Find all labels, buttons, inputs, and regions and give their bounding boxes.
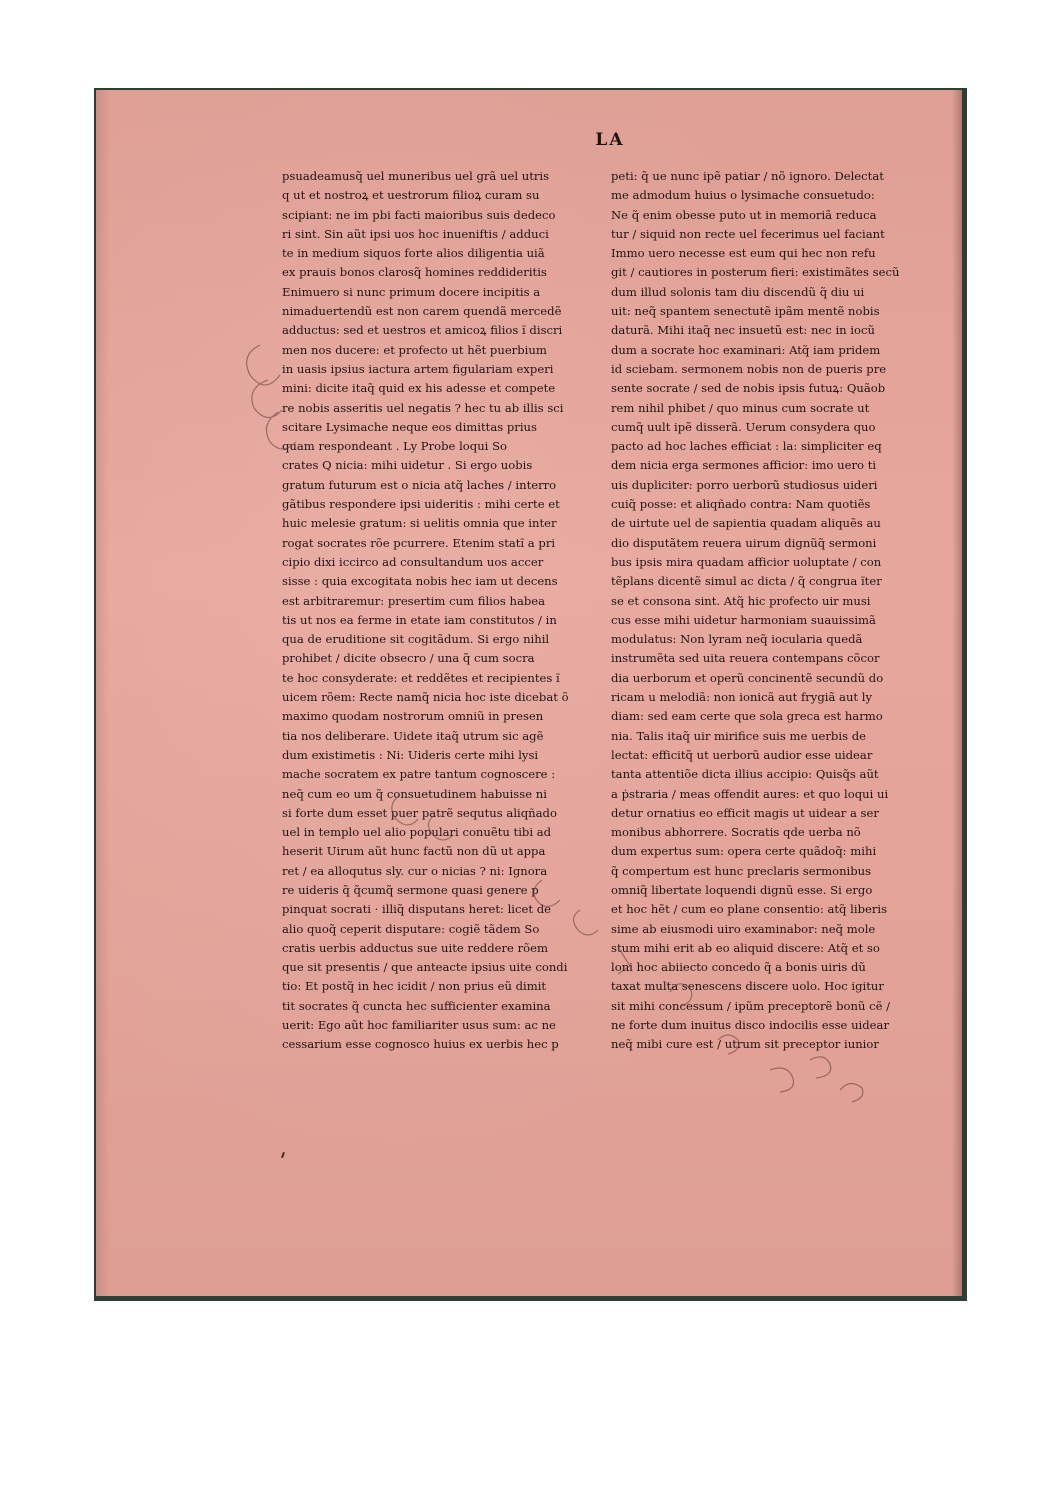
text-line: neq̃ cum eo um q̃ consuetudinem habuisse ni [282,786,547,801]
text-line: si forte dum esset puer patrẽ sequtus aliqñado [282,805,557,820]
signature-mark: LA [595,130,625,150]
text-line: diam: sed eam certe que sola greca est harmo [611,709,883,724]
text-line: bus ipsis mira quadam afficior uoluptate / con [611,554,882,569]
text-line: dia uerborum et operũ concinentẽ secundũ do [611,670,884,685]
text-line: sime ab eiusmodi uiro examinabor: neq̃ mole [611,921,876,936]
text-line: tit socrates q̃ cuncta hec sufficienter examina [282,998,551,1013]
text-line: tanta attentiõe dicta illius accipio: Quisq̃s aũt [611,767,879,782]
text-line: daturã. Mihi itaq̃ nec insuetũ est: nec in iocũ [611,323,875,338]
scan-frame [94,88,967,1301]
text-line: tur / siquid non recte uel fecerimus uel faciant [611,226,885,241]
text-line: cumq̃ uult ipẽ disserã. Uerum consydera quo [611,419,876,434]
text-line: Ne q̃ enim obesse puto ut in memoriã reduca [611,207,877,222]
text-line: dum illud solonis tam diu discendũ q̃ diu ui [611,284,865,299]
text-line: re nobis asseritis uel negatis ? hec tu ab illis sci [282,400,564,415]
text-line: crates Q nicia: mihi uidetur . Si ergo uobis [282,458,533,473]
text-line: alio quoq̃ ceperit disputare: cogiẽ tãdem So [282,921,540,936]
text-line: cuiq̃ posse: et aliqñado contra: Nam quotiẽs [611,497,871,512]
page-leaf [96,90,962,1296]
text-line: taxat multa senescens discere uolo. Hoc igitur [611,979,884,994]
text-line: instrumẽta sed uita reuera contempans cõcor [611,651,880,666]
text-line: me admodum huius o lysimache consuetudo: [611,188,875,203]
text-line: cipio dixi iccirco ad consultandum uos accer [282,554,544,569]
text-line: sisse : quia excogitata nobis hec iam ut decens [282,574,558,589]
text-line: que sit presentis / que anteacte ipsius uite condi [282,960,568,975]
text-line: id sciebam. sermonem nobis non de pueris pre [611,361,887,376]
text-line: scipiant: ne im pbi facti maioribus suis dedeco [282,207,556,222]
text-line: adductus: sed et uestros et amicoꝝ filios ĩ discri [282,323,563,338]
text-line: sente socrate / sed de nobis ipsis futuꝝ: Quãob [611,381,886,396]
text-line: rem nihil phibet / quo minus cum socrate ut [611,400,870,415]
text-line: uis dupliciter: porro uerborũ studiosus uideri [611,477,878,492]
page-edge-shadow [952,90,962,1296]
text-line: te in medium siquos forte alios diligentia uiã [282,246,545,261]
text-line: huic melesie gratum: si uelitis omnia que inter [282,516,557,531]
text-line: q ut et nostroꝝ et uestrorum filioꝝ curam su [282,188,540,203]
text-line: nia. Talis itaq̃ uir mirifice suis me uerbis de [611,728,866,743]
text-line: sit mihi concessum / ipũm preceptorẽ bonũ cẽ / [611,998,891,1013]
text-line: men nos ducere: et profecto ut hẽt puerbium [282,342,547,357]
text-line: mini: dicite itaq̃ quid ex his adesse et compete [282,381,556,396]
text-line: tẽplans dicentẽ simul ac dicta / q̃ congrua ĩter [611,574,882,589]
text-line: cessarium esse cognosco huius ex uerbis hec p [282,1037,559,1052]
text-line: dum existimetis : Ni: Uideris certe mihi lysi [282,747,539,762]
text-line: re uideris q̃ q̃cumq̃ sermone quasi genere p [282,882,539,897]
text-line: prohibet / dicite obsecro / una q̃ cum socra [282,651,535,666]
text-line: et hoc hẽt / cum eo plane consentio: atq̃ liberis [611,902,888,917]
text-line: ri sint. Sin aũt ipsi uos hoc inueniftis / adduci [282,226,549,241]
text-line: uel in templo uel alio populari conuẽtu tibi ad [282,825,552,840]
text-line: tia nos deliberare. Uidete itaq̃ utrum sic agẽ [282,728,544,743]
text-line: tio: Et postq̃ in hec icidit / non prius eũ dimit [282,979,547,994]
text-line: modulatus: Non lyram neq̃ iocularia quedã [611,632,863,647]
text-line: qua de eruditione sit cogitãdum. Si ergo nihil [282,632,550,647]
text-line: scitare Lysimache neque eos dimittas prius [282,419,537,434]
text-line: te hoc consyderate: et reddẽtes et recipientes ĩ [282,670,560,685]
text-line: ne forte dum inuitus disco indocilis esse uidear [611,1018,889,1033]
text-line: pinquat socrati · illiq̃ disputans heret: licet de [282,902,551,917]
text-line: dio disputãtem reuera uirum dignũq̃ sermoni [611,535,877,550]
text-line: quam respondeant . Ly Probe loqui So [282,439,507,454]
text-line: gãtibus respondere ipsi uideritis : mihi certe et [282,497,560,512]
text-column-left [282,167,582,1055]
text-line: detur ornatius eo efficit magis ut uidear a ser [611,805,879,820]
text-line: mache socratem ex patre tantum cognoscere : [282,767,556,782]
text-line: q̃ compertum est hunc preclaris sermonibus [611,863,872,878]
text-line: dum a socrate hoc examinari: Atq̃ iam pridem [611,342,881,357]
text-line: heserit Uirum aũt hunc factũ non dũ ut appa [282,844,546,859]
text-line: lectat: efficitq̃ ut uerborũ audior esse uidear [611,747,873,762]
text-line: psuadeamusq̃ uel muneribus uel grã uel utris [282,169,550,183]
text-line: Enimuero si nunc primum docere incipitis a [282,284,541,299]
text-line: a ṗstraria / meas offendit aures: et quo loqui ui [611,786,889,801]
text-line: neq̃ mibi cure est / utrum sit preceptor iunior [611,1037,879,1052]
text-line: uerit: Ego aũt hoc familiariter usus sum: ac ne [282,1018,556,1033]
text-line: ex prauis bonos clarosq̃ homines reddideritis [282,265,547,280]
text-line: dum expertus sum: opera certe quãdoq̃: mihi [611,844,877,859]
text-line: Immo uero necesse est eum qui hec non refu [611,246,876,261]
text-line: pacto ad hoc laches efficiat : la: simpliciter eq [611,439,882,454]
text-line: ret / ea alloqutus sly. cur o nicias ? ni: Ignora [282,863,548,878]
text-line: gratum futurum est o nicia atq̃ laches / interro [282,477,557,492]
text-line: dem nicia erga sermones afficior: imo uero ti [611,458,877,473]
text-line: monibus abhorrere. Socratis qde uerba nõ [611,825,861,840]
text-line: loni hoc abiiecto concedo q̃ a bonis uiris dũ [611,960,866,975]
text-line: in uasis ipsius iactura artem figulariam experi [282,361,554,376]
text-line: se et consona sint. Atq̃ hic profecto uir musi [611,593,871,608]
text-line: uicem rõem: Recte namq̃ nicia hoc iste dicebat õ [282,690,569,705]
text-line: rogat socrates rõe pcurrere. Etenim statĩ a pri [282,535,556,550]
text-line: uit: neq̃ spantem senectutẽ ipãm mentẽ nobis [611,304,880,319]
text-line: omniq̃ libertate loquendi dignũ esse. Si ergo [611,882,873,897]
text-line: ricam u melodiã: non ionicã aut frygiã aut ly [611,690,873,705]
text-line: nimaduertendũ est non carem quendã mercedẽ [282,304,562,319]
text-line: tis ut nos ea ferme in etate iam constitutos / in [282,612,557,627]
text-line: git / cautiores in posterum fieri: existimãtes secũ [611,265,900,280]
text-column-right [611,167,946,1055]
text-line: maximo quodam nostrorum omniũ in presen [282,709,544,724]
text-line: de uirtute uel de sapientia quadam aliquẽs au [611,516,881,531]
text-line: est arbitraremur: presertim cum filios habea [282,593,546,608]
text-line: stum mihi erit ab eo aliquid discere: Atq̃ et so [611,940,880,955]
text-line: peti: q̃ ue nunc ipẽ patiar / nõ ignoro. Delectat [611,169,884,183]
text-line: cratis uerbis adductus sue uite reddere rõem [282,940,548,955]
text-line: cus esse mihi uidetur harmoniam suauissimã [611,612,876,627]
